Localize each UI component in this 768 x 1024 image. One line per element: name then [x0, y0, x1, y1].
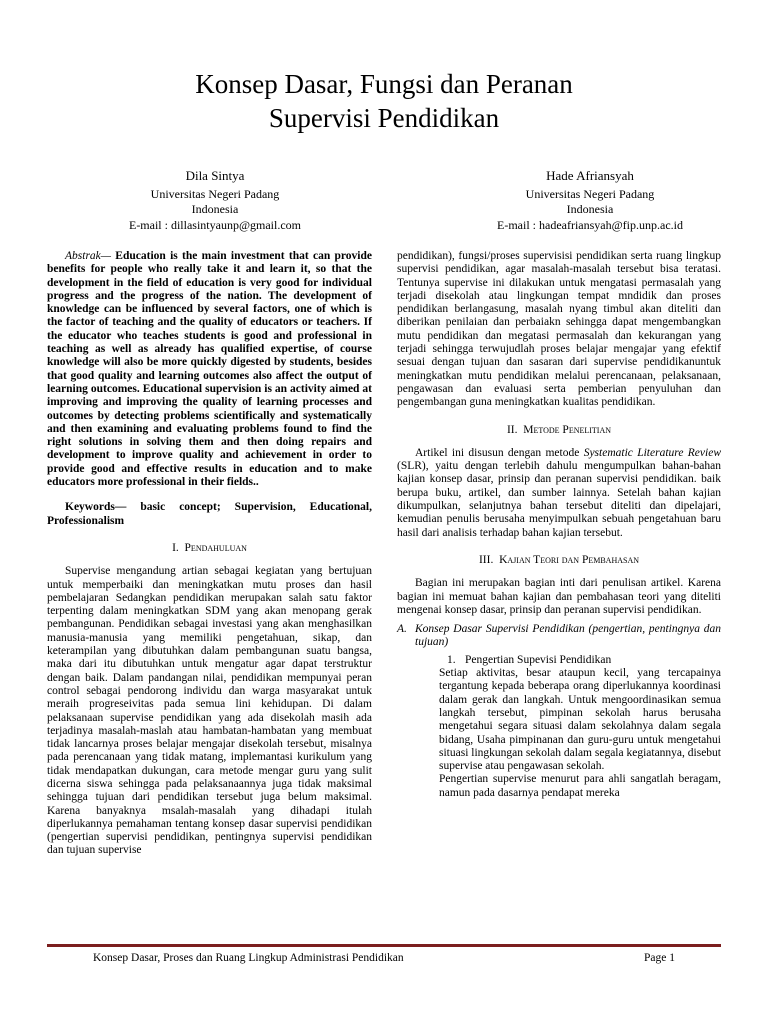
section-number: I.: [172, 541, 179, 554]
introduction-continued: pendidikan), fungsi/proses supervisisi pendidikan serta ruang lingkup supervisi pendidikan, agar masalah-masalah tersebut bisa teratasi. Tentunya supervise ini dilakukan untuk mengatasi permasalah yang terjadi disekolah atau lingkungan tempat mndidik dan proses pendidikan berlangasung, masalah nyang timbul akan diteliti dan diberikan penilaian dan perbaiakn sehingga dapat mengembangkan mutu pendidikan dan megatasi permasalah dan kekurangan yang terjadi sehingga terwujudlah proses belajar mengajar yang efektif sesuai dengan tujuan dan sasaran dari supervise pendidikanuntuk meningkatkan mutu pendidikan melalui perencanaan, pelaksanaan, pengawasan dan evaluasi serta pemberian penyuluhan dan pengembangan guna meningkatkan kualitas pendidikan.: [397, 250, 721, 409]
author-affiliation: Universitas Negeri Padang: [525, 186, 655, 201]
abstract-lead: Abstrak—: [65, 250, 111, 262]
method-text-a: Artikel ini disusun dengan metode: [415, 446, 584, 459]
author-email: E-mail : hadeafriansyah@fip.unp.ac.id: [497, 217, 683, 232]
method-text-em: Systematic Literature Review: [583, 446, 721, 459]
title-line-2: Supervisi Pendidikan: [268, 103, 500, 133]
subsection-1-paragraph-1: Setiap aktivitas, besar ataupun kecil, yang tercapainya tergantung kepada beberapa orang diperlukannya koordinasi dalam gerak dan langkah. Untuk mengoordinasikan semua langkah tersebut, pimpinan sekolah harus berusaha mengetahui segara situasi dalam sekolahnya dalam segala bidang, Usaha pimpinanan dan guru-guru untuk mengetahui situasi lingkungan sekolah dalam segala kegiatannya, disebut supervise atau pengawasan sekolah.: [439, 667, 721, 773]
subsection-1-heading: [439, 654, 721, 667]
section-heading-2: [397, 424, 721, 437]
method-paragraph: [397, 447, 721, 540]
section-title: Pendahuluan: [184, 541, 247, 554]
footer-rule: [47, 944, 721, 947]
keywords: [47, 501, 372, 528]
author-affiliation: Universitas Negeri Padang: [150, 186, 280, 201]
author-country: Indonesia: [566, 202, 614, 216]
section-title: Metode Penelitian: [523, 423, 612, 436]
footer-title: Konsep Dasar, Proses dan Ruang Lingkup Administrasi Pendidikan: [93, 952, 404, 964]
author-block-2: [440, 168, 740, 233]
subsection-label: A.: [397, 623, 407, 636]
section-heading-1: [47, 542, 372, 555]
paper-title: [0, 67, 768, 135]
abstract: [47, 250, 372, 489]
section-number: II.: [506, 423, 518, 436]
subsection-1-paragraph-2: Pengertian supervise menurut para ahli sangatlah beragam, namun pada dasarnya pendapat mereka: [439, 773, 721, 799]
section-title: Kajian Teori dan Pembahasan: [499, 553, 640, 566]
method-text-b: (SLR), yaitu dengan terlebih dahulu mengumpulkan bahan-bahan kajian konsep dasar, prinsip dan peranan supervisi pendidikan. baik berupa buku, artikel, dan sumber lainnya. Setelah bahan kajian dikumpulkan, selanjutnya bahan tersebut diteliti dan dipelajari, kemudian penulis berusaha menyimpulkan sebuah pengetahuan baru hasil dari analisis terhadap bahan kajian tersebut.: [397, 460, 721, 539]
subsection-title: Konsep Dasar Supervisi Pendidikan (pengertian, pentingnya dan tujuan): [415, 623, 721, 649]
subsection-a-heading: [397, 623, 721, 650]
section-number: III.: [478, 553, 494, 566]
title-line-1: Konsep Dasar, Fungsi dan Peranan: [195, 69, 573, 99]
subsection-title: Pengertian Supevisi Pendidikan: [465, 653, 612, 666]
author-country: Indonesia: [191, 202, 239, 216]
keywords-text: basic concept; Supervision, Educational, Professionalism: [47, 501, 372, 527]
page-number: Page 1: [644, 952, 675, 964]
author-name: Hade Afriansyah: [546, 168, 634, 183]
abstract-text: Education is the main investment that can provide benefits for people who really take it and learn it, so that the development in the field of education is very good for individual progress and the progress of the nation. The development of knowledge can be influenced by several factors, one of which is the factor of teaching and the quality of educators or teachers. If the educator who teaches students is good and professional in teaching as well as already has qualified expertise, of course knowledge will also be more quickly digested by students, besides that good quality and learning outcomes also affect the output of learning outcomes. Educational supervision is an activity aimed at improving and improving the quality of learning processes and outcomes by detecting problems scientifically and systematically and then examining and evaluating problems found to find the right solutions in solving them and then doing repairs and development to improve quality and achievement in order to provide good and effective results in education and to make educators more professional in their fields..: [47, 250, 372, 489]
theory-paragraph: Bagian ini merupakan bagian inti dari penulisan artikel. Karena bagian ini memuat bahan kajian dan pembahasan teori yang diteliti mengenai konsep dasar, prinsip dan peranan supervisi pendidikan.: [397, 577, 721, 616]
keywords-lead: Keywords—: [65, 501, 127, 514]
author-block-1: [65, 168, 365, 233]
introduction-paragraph: Supervise mengandung artian sebagai kegiatan yang bertujuan untuk memperbaiki dan meningkatkan mutu proses dan hasil pembelajaran Sedangkan pendidikan merupakan salah satu faktor terpenting dalam meningkatkan SDM yang akan menopang gerak pembangunan. Pendidikan sebagai investasi yang akan menghasilkan manusia-manusia yang memiliki pengetahuan, sikap, dan keterampilan yang dibutuhkan dalam pembangunan suatu bangsa, maka dari itu dibutuhkan untuk mengatur agar dapat terstruktur dengan baik. Dalam pandangan nilai, pendidikan mempunyai peran control sebagai pendorong individu dan warga masyarakat untuk meraih progreseivitas pada semua lini kehidupan. Di dalam pelaksanaan supervise pendidikan yang ada disekolah masih ada terjadinya masalah-maslah atau hambatan-hambatan yang membuat tidak lancarnya proses belajar mengajar disekolah tersebut, misalnya pada perencanaan yang tidak matang, implemantasi kurikulum yang tidak mendapatkan dukungan, cara metode mengar guru yang sulit dicerna siswa sehingga pada pelaksanaannya juga tidak maksimal sehingga tujuan dari pendidikan tersebut juga belum maksimal. Karena banyaknya msalah-masalah yang dihadapi itulah diperlukannya pemahaman tentang konsep dasar supervisi pendidikan (pengertian supervisi pendidikan, pentingnya supervisi pendidikan dan tujuan supervise: [47, 565, 372, 857]
author-email: E-mail : dillasintyaunp@gmail.com: [128, 217, 302, 232]
right-column: [397, 250, 721, 800]
subsection-number: 1.: [447, 653, 456, 666]
left-column: [47, 250, 372, 858]
author-name: Dila Sintya: [185, 168, 245, 183]
section-heading-3: [397, 554, 721, 567]
